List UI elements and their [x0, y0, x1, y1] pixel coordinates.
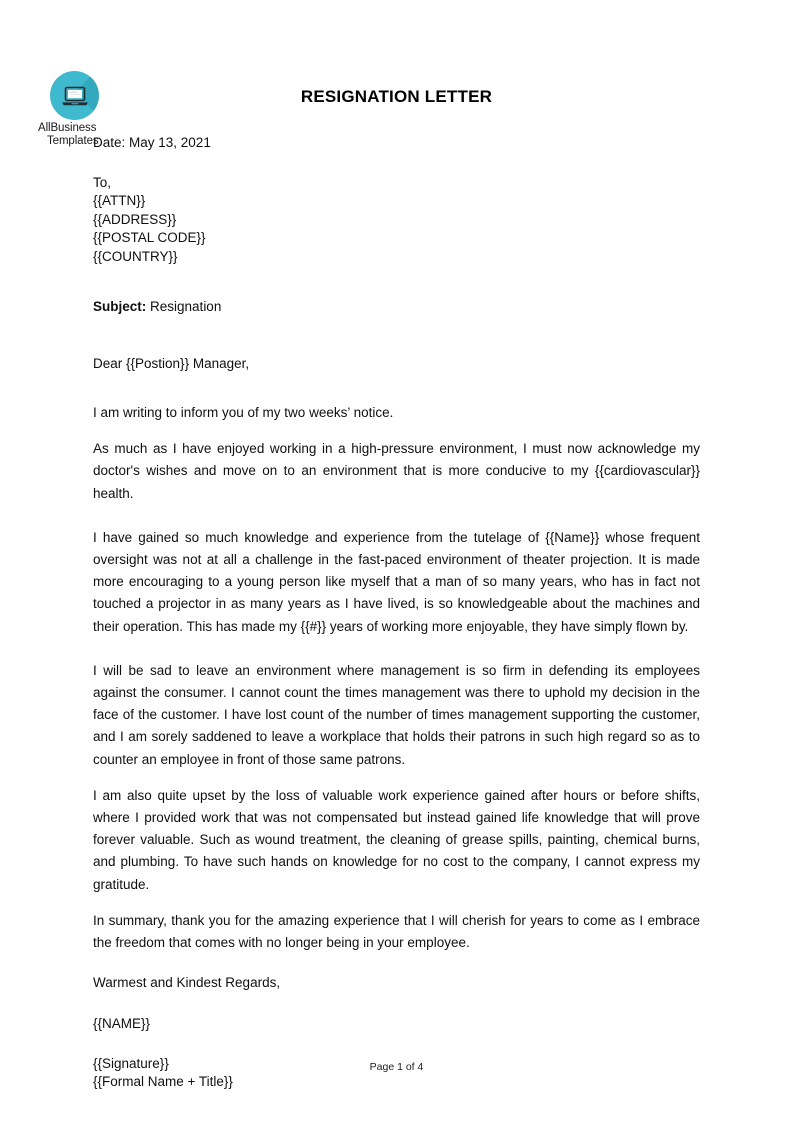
subject-value: Resignation [150, 299, 222, 315]
letter-body [93, 134, 700, 1092]
paragraph-1: I am writing to inform you of my two weeks’ notice. [93, 405, 394, 421]
recipient-postal-code: {{POSTAL CODE}} [93, 230, 206, 246]
page-title: RESIGNATION LETTER [300, 87, 493, 106]
brand-name-line1: AllBusiness [38, 122, 97, 134]
paragraph-3: I have gained so much knowledge and experience from the tutelage of {{Name}} whose frequent oversight was not at all a challenge in the fast-paced environment of theater projection. It is made more encouraging to a young person like myself that a man of so many years, who has in fact not touched a projector in as many years as I have lived, is so knowledgeable about the machines and their operation. This has made my {{#}} years of working more enjoyable, they have simply flown by. [93, 529, 700, 634]
salutation: Dear {{Postion}} Manager, [93, 355, 250, 371]
brand-name-line2: Templates [47, 134, 99, 147]
recipient-to-label: To, [93, 175, 112, 190]
paragraph-4: I will be sad to leave an environment where management is so firm in defending its employees against the consumer. I cannot count the times management was there to uphold my decision in the face of the customer. I have lost count of the number of times management supporting the customer, and I am sorely saddened to leave a workplace that holds their patrons in such high regard so as to counter an employee in front of those same patrons. [93, 662, 700, 767]
signature-placeholder: {{Signature}} [93, 1055, 169, 1071]
name-placeholder: {{NAME}} [93, 1016, 151, 1032]
paragraph-2: As much as I have enjoyed working in a high-pressure environment, I must now acknowledge my doctor's wishes and move on to an environment that is more conducive to my {{cardiovascular}} health. [93, 441, 700, 501]
closing-line: Warmest and Kindest Regards, [93, 975, 281, 991]
subject-line [93, 298, 700, 317]
paragraph-5: I am also quite upset by the loss of valuable work experience gained after hours or before shifts, where I provided work that was not compensated but instead gained life knowledge that will prove forever valuable. Such as wound treatment, the cleaning of grease spills, painting, chemical burns, and plumbing. To have such hands on knowledge for no cost to the company, I cannot express my gratitude. [93, 787, 700, 892]
recipient-attn: {{ATTN}} [93, 193, 146, 209]
page-footer: Page 1 of 4 [369, 1061, 424, 1073]
recipient-address-block [93, 174, 700, 266]
formal-name-placeholder: {{Formal Name + Title}} [93, 1074, 233, 1090]
recipient-address: {{ADDRESS}} [93, 211, 177, 227]
subject-label: Subject: [93, 299, 147, 315]
paragraph-6: In summary, thank you for the amazing experience that I will cherish for years to come as I embrace the freedom that comes with no longer being in your employee. [93, 912, 700, 951]
date-line: Date: May 13, 2021 [93, 135, 211, 150]
recipient-country: {{COUNTRY}} [93, 248, 178, 264]
